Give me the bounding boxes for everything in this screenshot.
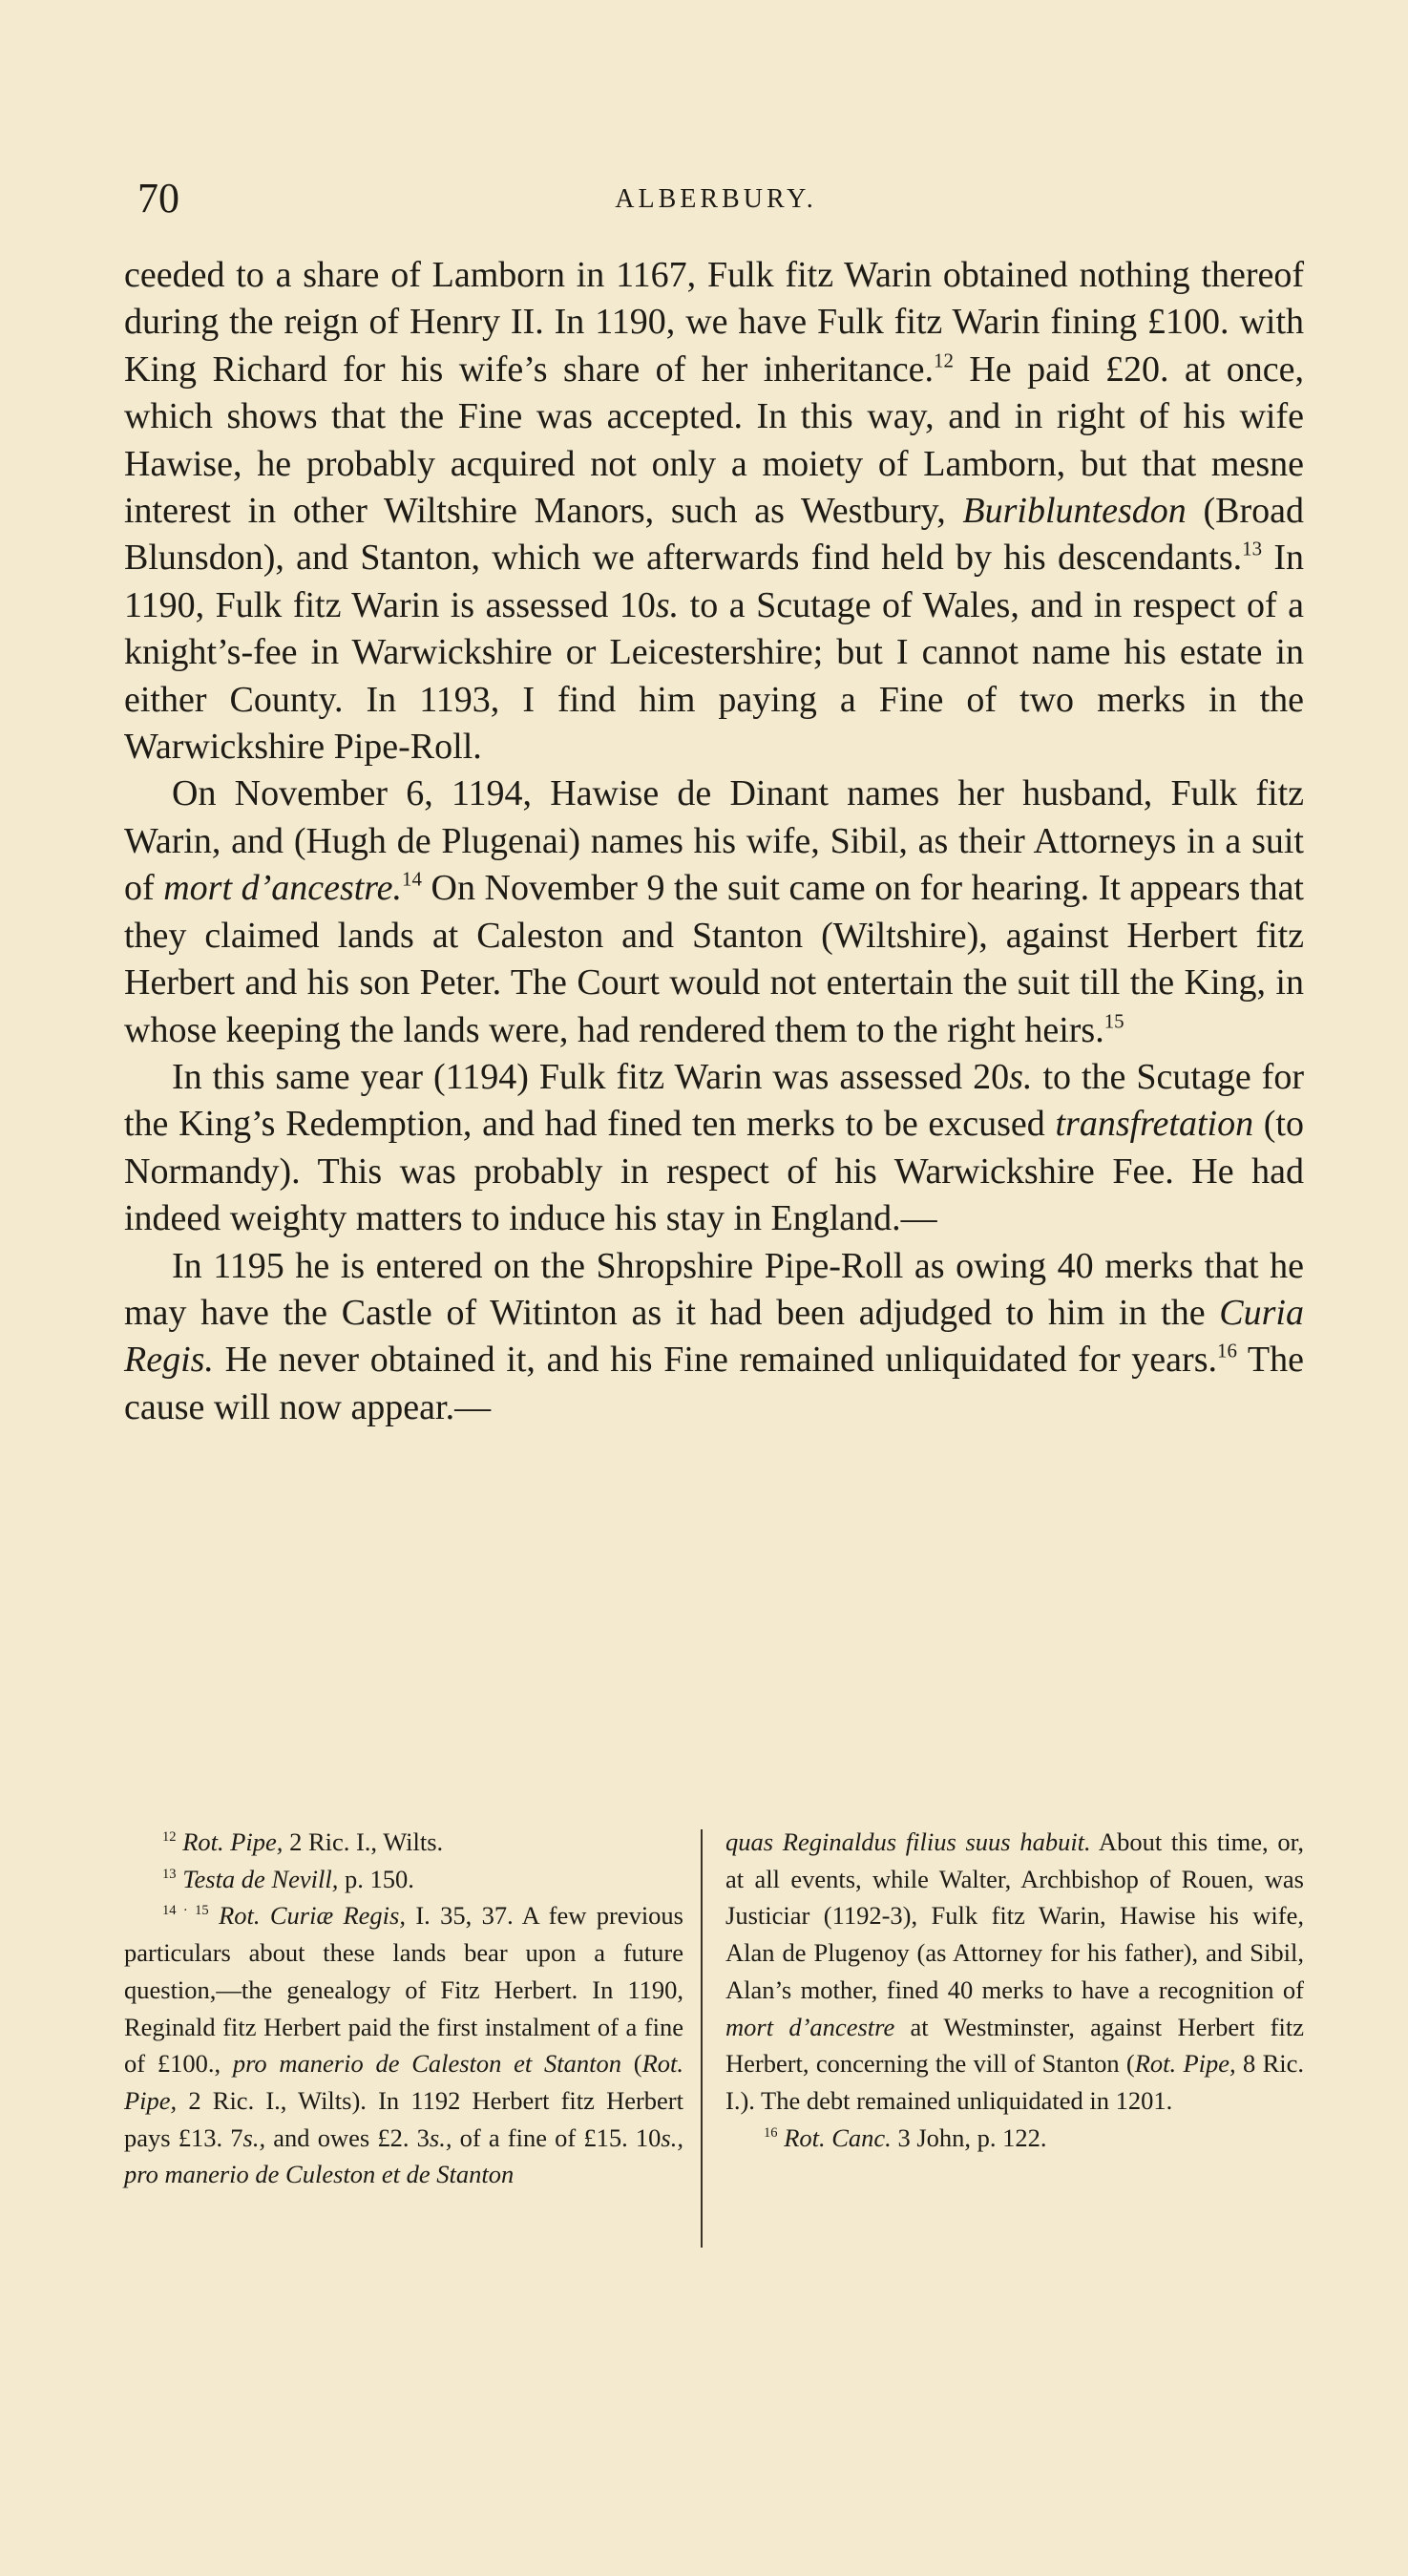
footnote-13: $^{13}$ Testa de Nevill, p. 150. [162,1864,414,1893]
running-title: ALBERBURY. [615,184,817,214]
paragraph-1: ceeded to a share of Lamborn in 1167, Fulk fitz Warin obtained nothing thereof during the reign of Henry II. In 1190, we have Fulk fitz Warin fining £100. with King Richard for his wife’s share of her inheritance.$^{12}$ He paid £20. at once, which shows that the Fine was accepted. In this way, and in right of his wife Hawise, he probably acquired not only a moiety of Lamborn, but that mesne interest in other Wiltshire Manors, such as Westbury, Buribluntesdon (Broad Blunsdon), and Stanton, which we afterwards find held by his descendants.$^{13}$ In 1190, Fulk fitz Warin is assessed 10s. to a Scutage of Wales, and in respect of a knight’s-fee in Warwickshire or Leicestershire; but I cannot name his estate in either County. In 1193, I find him paying a Fine of two merks in the Warwickshire Pipe-Roll. [124,255,1305,768]
footnotes-right-column [725,1824,1304,2156]
footnote-14-15-continued: quas Reginaldus filius suus habuit. About this time, or, at all events, while Walter, Archbishop of Rouen, was Justiciar (1192-3), Fulk fitz Warin, Hawise his wife, Alan de Plugenoy (as Attorney for his father), and Sibil, Alan’s mother, fined 40 merks to have a recognition of mort d’ancestre at Westminster, against Herbert fitz Herbert, concerning the vill of Stanton (Rot. Pipe, 8 Ric. I.). The debt remained unliquidated in 1201. [725,1827,1304,2115]
footnote-12: $^{12}$ Rot. Pipe, 2 Ric. I., Wilts. [162,1827,444,1856]
footnote-14-15: $^{14 \cdot 15}$ Rot. Curiæ Regis, I. 35, 37. A few previous particulars about these lands bear upon a future question,—the genealogy of Fitz Herbert. In 1190, Reginald fitz Herbert paid the first instalment of a fine of £100., pro manerio de Caleston et Stanton (Rot. Pipe, 2 Ric. I., Wilts). In 1192 Herbert fitz Herbert pays £13. 7s., and owes £2. 3s., of a fine of £15. 10s., pro manerio de Culeston et de Stanton [124,1901,684,2189]
column-divider [701,1829,703,2248]
paragraph-4: In 1195 he is entered on the Shropshire Pipe-Roll as owing 40 merks that he may have the Castle of Witinton as it had been adjudged to him in the Curia Regis. He never obtained it, and his Fine remained unliquidated for years.$^{16}$ The cause will now appear.— [124,1245,1304,1427]
footnote-ref-12: 12 [934,348,954,372]
page-header [124,170,1308,227]
footnote-ref-14: 14 [402,867,422,891]
paragraph-2: On November 6, 1194, Hawise de Dinant names her husband, Fulk fitz Warin, and (Hugh de Plugenai) names his wife, Sibil, as their Attorneys in a suit of mort d’ancestre.$^{14}$ On November 9 the suit came on for hearing. It appears that they claimed lands at Caleston and Stanton (Wiltshire), against Herbert fitz Herbert and his son Peter. The Court would not entertain the suit till the King, in whose keeping the lands were, had rendered them to the right heirs.$^{15}$ [124,773,1304,1050]
footnote-16: $^{16}$ Rot. Canc. 3 John, p. 122. [764,2122,1047,2152]
main-text [124,252,1304,1431]
paragraph-3: In this same year (1194) Fulk fitz Warin was assessed 20s. to the Scutage for the King’s Redemption, and had fined ten merks to be excused transfretation (to Normandy). This was probably in respect of his Warwickshire Fee. He had indeed weighty matters to induce his stay in England.— [124,1056,1304,1239]
footnotes [124,1824,1304,2263]
footnotes-left-column [124,1824,683,2193]
footnote-ref-16: 16 [1217,1339,1237,1362]
footnote-ref-15: 15 [1103,1008,1124,1032]
page-number: 70 [137,175,179,222]
footnote-ref-13: 13 [1242,537,1263,560]
